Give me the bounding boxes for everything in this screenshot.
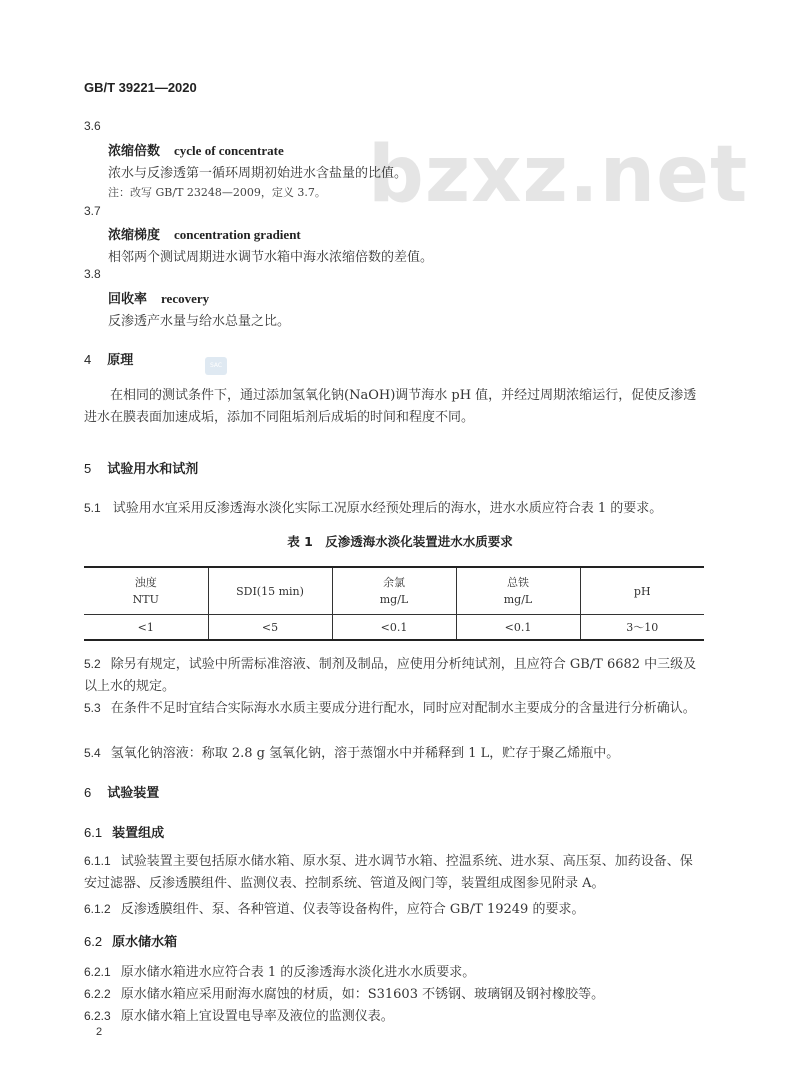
subsection-number: 6.2: [84, 934, 103, 949]
term-cn: 浓缩倍数: [108, 143, 161, 158]
clause-text: 除另有规定，试验中所需标准溶液、制剂及制品，应使用分析纯试剂，且应符合 GB/T 6682 中三级及以上水的规定。: [84, 657, 697, 694]
term-number: 3.8: [84, 267, 101, 281]
subsection-heading: [84, 822, 164, 841]
clause-text: 原水储水箱上宜设置电导率及液位的监测仪表。: [120, 1009, 394, 1024]
clause-number: 6.1.2: [84, 902, 111, 916]
header-line1: 浊度: [134, 576, 157, 589]
term-title: [108, 140, 284, 159]
header-line2: mg/L: [379, 593, 409, 606]
section-title: 试验装置: [107, 786, 160, 801]
term-title: [108, 288, 209, 307]
clause-number: 5.3: [84, 701, 101, 715]
clause-6-1-2: [84, 898, 584, 917]
clause-number: 6.2.3: [84, 1009, 111, 1023]
table-cell: <0.1: [456, 615, 580, 641]
clause-text: 反渗透膜组件、泵、各种管道、仪表等设备构件，应符合 GB/T 19249 的要求。: [120, 902, 585, 917]
header-line1: 总铁: [507, 576, 529, 589]
clause-text: 氢氧化钠溶液：称取 2.8 g 氢氧化钠，溶于蒸馏水中并稀释到 1 L，贮存于聚乙烯瓶中。: [110, 746, 620, 761]
table-row: [84, 615, 704, 641]
clause-number: 6.1.1: [84, 854, 111, 868]
term-definition: 反渗透产水量与给水总量之比。: [108, 314, 291, 329]
clause-number: 5.2: [84, 657, 101, 671]
clause-5-3: [84, 697, 704, 720]
table-header-cell: [84, 567, 208, 615]
term-title: [108, 224, 301, 243]
watermark: bzxz.net: [368, 130, 749, 220]
header-line1: SDI(15 min): [236, 584, 304, 598]
term-cn: 回收率: [108, 291, 148, 306]
clause-text: 原水储水箱应采用耐海水腐蚀的材质，如：S31603 不锈钢、玻璃钢及钢衬橡胶等。: [120, 987, 605, 1002]
table-header-cell: [208, 567, 332, 615]
clause-6-2-3: [84, 1005, 394, 1024]
section-number: 6: [84, 785, 92, 800]
clause-number: 5.1: [84, 501, 101, 515]
table-cell: <1: [84, 615, 208, 641]
term-cn: 浓缩梯度: [108, 227, 161, 242]
section-heading: [84, 349, 133, 368]
section-title: 原理: [107, 353, 134, 368]
clause-text: 试验装置主要包括原水储水箱、原水泵、进水调节水箱、控温系统、进水泵、高压泵、加药设备、保安过滤器、反渗透膜组件、监测仪表、控制系统、管道及阀门等，装置组成图参见附录 A。: [84, 854, 693, 891]
table-cell: <5: [208, 615, 332, 641]
section-title: 试验用水和试剂: [107, 462, 199, 477]
clause-text: 试验用水宜采用反渗透海水淡化实际工况原水经预处理后的海水，进水水质应符合表 1 的要求。: [112, 501, 663, 516]
clause-number: 5.4: [84, 746, 101, 760]
water-quality-table: [84, 566, 704, 641]
table-header-cell: [580, 567, 704, 615]
section-heading: [84, 458, 198, 477]
subsection-title: 装置组成: [112, 826, 165, 841]
term-definition: 浓水与反渗透第一循环周期初始进水含盐量的比值。: [108, 166, 408, 181]
section-heading: [84, 782, 159, 801]
header-line1: pH: [633, 584, 651, 598]
clause-5-4: [84, 742, 619, 761]
standard-code: GB/T 39221—2020: [84, 80, 197, 95]
table-header-cell: [456, 567, 580, 615]
table-header-cell: [332, 567, 456, 615]
table-cell: <0.1: [332, 615, 456, 641]
table-caption: 表 1 反渗透海水淡化装置进水水质要求: [287, 534, 513, 549]
subsection-title: 原水储水箱: [112, 935, 178, 950]
clause-text: 原水储水箱进水应符合表 1 的反渗透海水淡化进水水质要求。: [120, 965, 476, 980]
header-line2: NTU: [132, 593, 159, 606]
clause-text: 在条件不足时宜结合实际海水水质主要成分进行配水，同时应对配制水主要成分的含量进行分析确认。: [110, 701, 696, 716]
term-number: 3.6: [84, 119, 101, 133]
section-number: 5: [84, 461, 92, 476]
clause-5-2: [84, 653, 704, 698]
term-en: recovery: [161, 291, 210, 306]
table-cell: 3～10: [580, 615, 704, 641]
principle-paragraph: 在相同的测试条件下，通过添加氢氧化钠(NaOH)调节海水 pH 值，并经过周期浓缩运行，促使反渗透进水在膜表面加速成垢，添加不同阻垢剂后成垢的时间和程度不同。: [84, 388, 697, 425]
term-number: 3.7: [84, 204, 101, 218]
clause-6-2-2: [84, 983, 604, 1002]
term-definition: 相邻两个测试周期进水调节水箱中海水浓缩倍数的差值。: [108, 250, 434, 265]
sac-stamp-icon: SAC: [205, 357, 227, 375]
clause-number: 6.2.1: [84, 965, 111, 979]
clause-6-2-1: [84, 961, 475, 980]
term-en: concentration gradient: [174, 227, 301, 242]
clause-5-1: [84, 497, 662, 516]
page-number: 2: [96, 1026, 103, 1038]
section-number: 4: [84, 352, 92, 367]
header-line2: mg/L: [503, 593, 533, 606]
term-note: 注：改写 GB/T 23248—2009，定义 3.7。: [108, 186, 326, 199]
clause-number: 6.2.2: [84, 987, 111, 1001]
subsection-number: 6.1: [84, 825, 103, 840]
clause-6-1-1: [84, 850, 704, 895]
header-line1: 余氯: [383, 576, 405, 589]
term-en: cycle of concentrate: [174, 143, 284, 158]
subsection-heading: [84, 931, 177, 950]
